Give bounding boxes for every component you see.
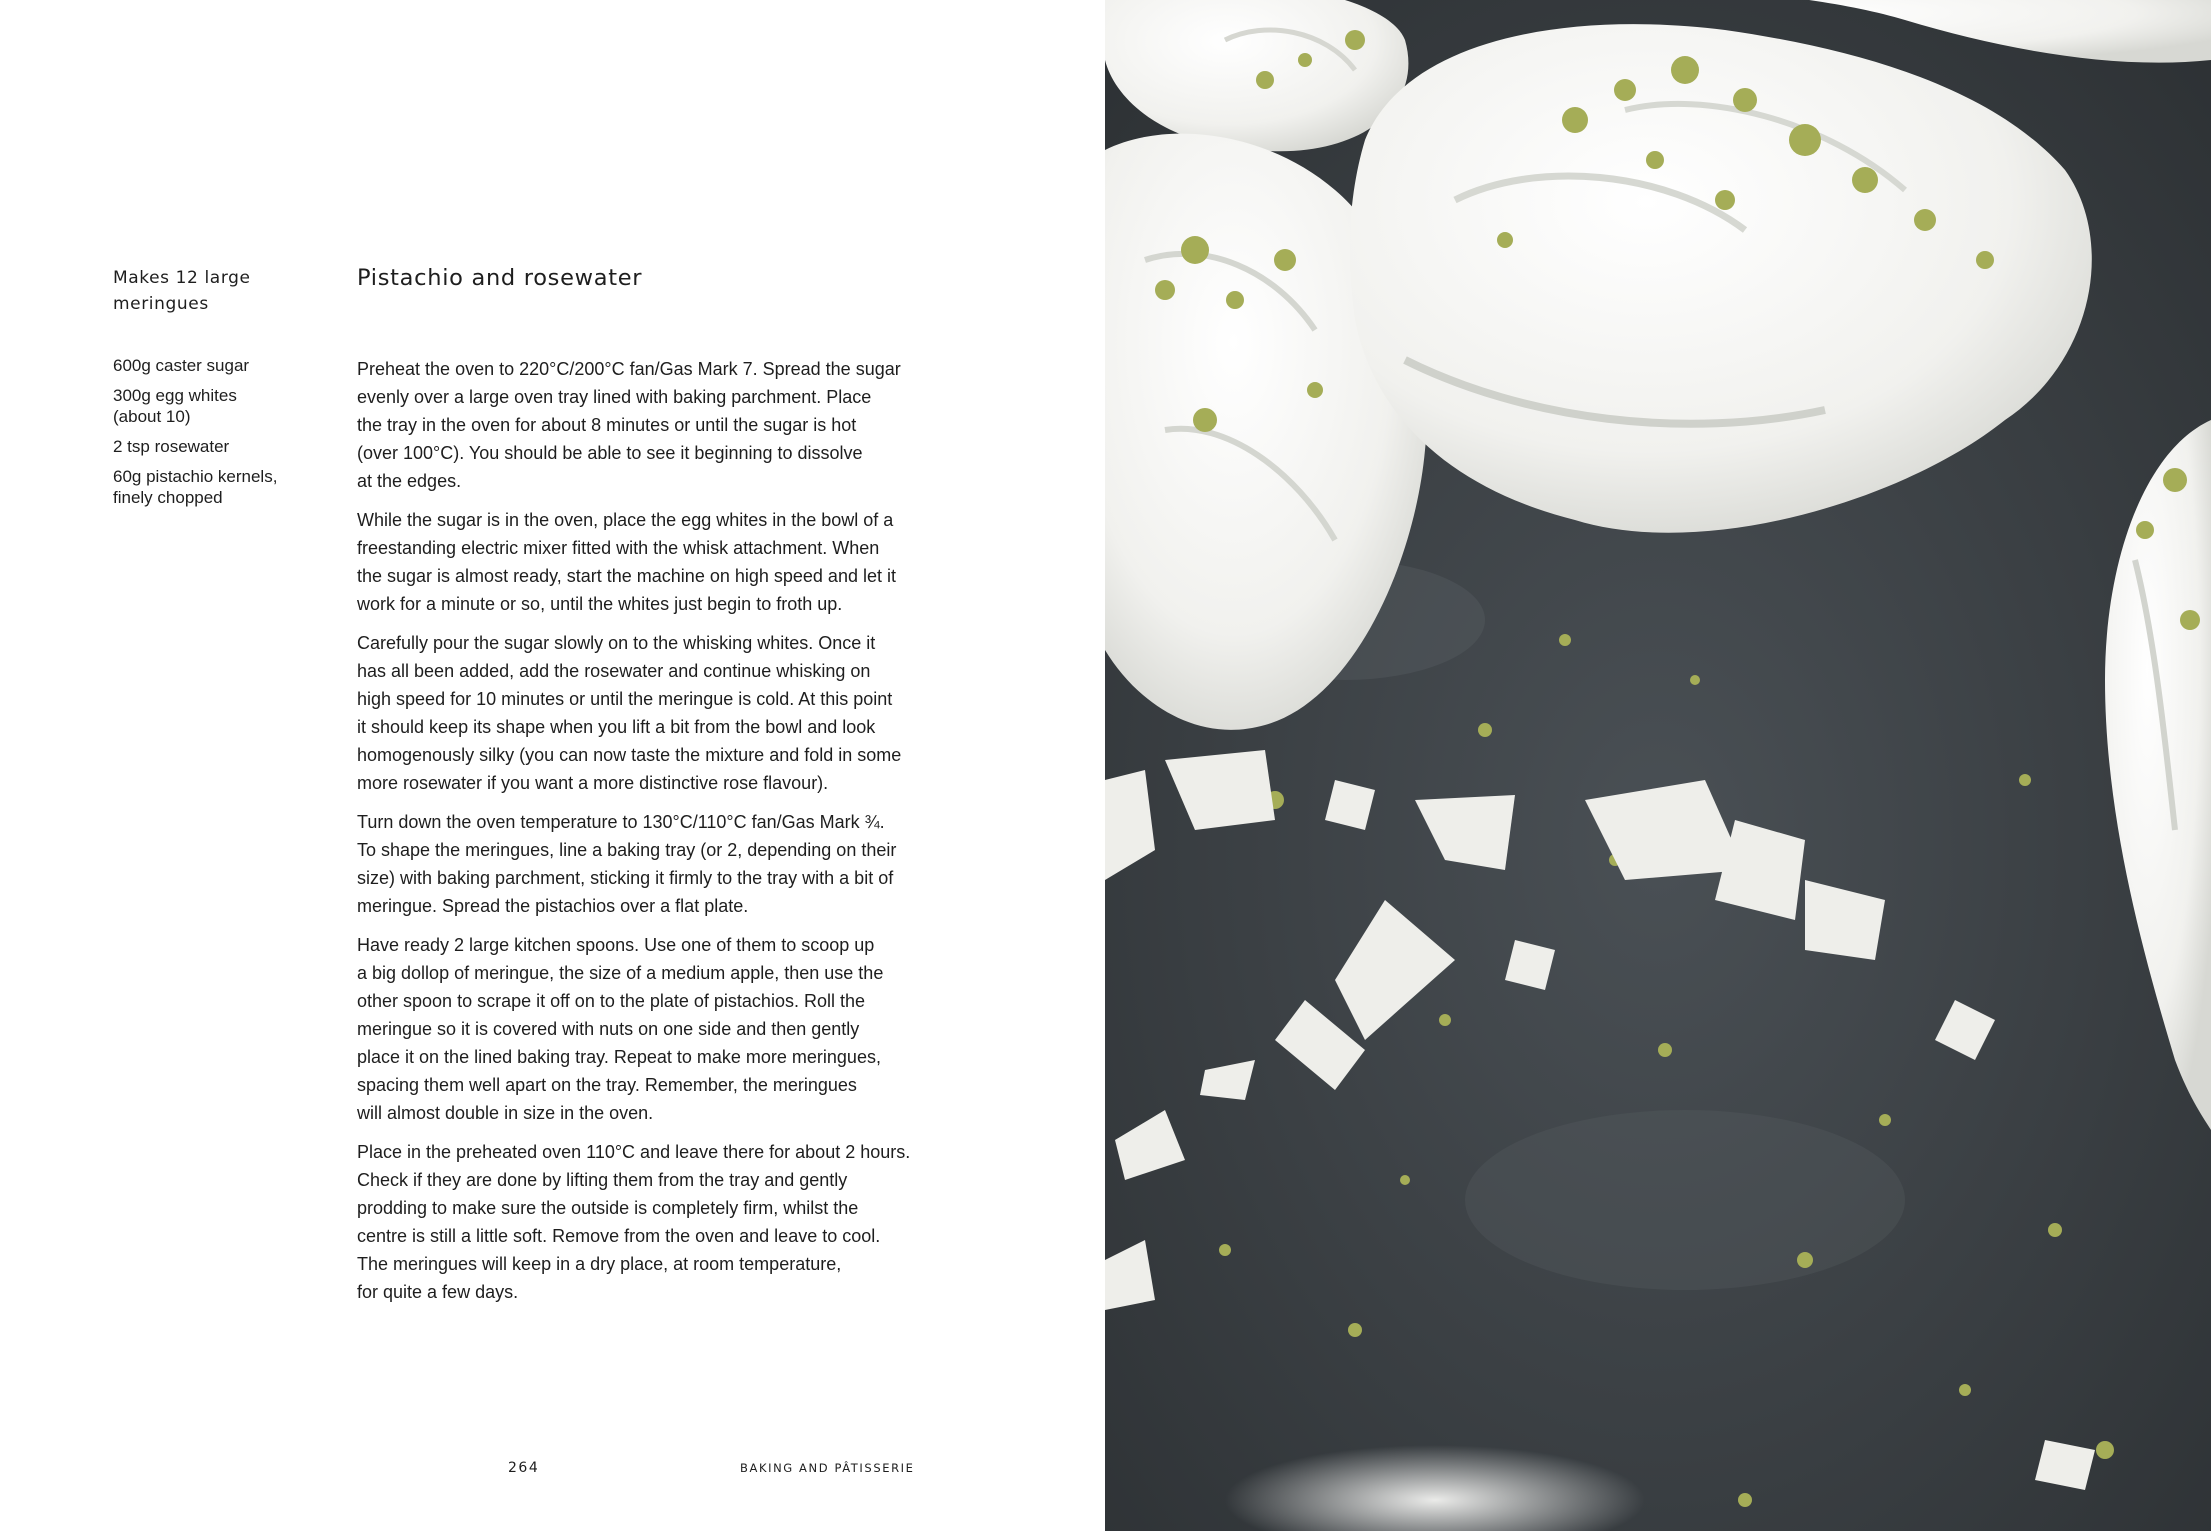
method-line: The meringues will keep in a dry place, at room temperature, [357,1254,842,1274]
method-line: will almost double in size in the oven. [357,1103,654,1123]
ingredient-line: 600g caster sugar [113,356,250,375]
method-line: evenly over a large oven tray lined with baking parchment. Place [357,387,872,407]
method-line: While the sugar is in the oven, place the egg whites in the bowl of a [357,510,894,530]
ingredient-item [113,355,328,376]
method-line: meringue so it is covered with nuts on one side and then gently [357,1019,860,1039]
method-line: has all been added, add the rosewater and continue whisking on [357,661,871,681]
method-line: spacing them well apart on the tray. Remember, the meringues [357,1075,857,1095]
method-line: homogenously silky (you can now taste the mixture and fold in some [357,745,902,765]
ingredient-line: (about 10) [113,407,191,426]
method-line: the tray in the oven for about 8 minutes or until the sugar is hot [357,415,857,435]
method-line: high speed for 10 minutes or until the meringue is cold. At this point [357,689,893,709]
ingredient-item [113,466,328,508]
recipe-yield [113,265,313,317]
method-paragraph [357,629,947,797]
recipe-page [0,0,1105,1531]
recipe-yield-line: Makes 12 large [113,268,251,288]
method-line: freestanding electric mixer fitted with the whisk attachment. When [357,538,880,558]
method-line: meringue. Spread the pistachios over a flat plate. [357,896,749,916]
recipe-title: Pistachio and rosewater [357,265,643,291]
page-number: 264 [508,1460,540,1476]
ingredient-line: 2 tsp rosewater [113,437,230,456]
ingredient-line: 300g egg whites [113,386,237,405]
method-line: prodding to make sure the outside is completely firm, whilst the [357,1198,859,1218]
method-paragraph [357,355,947,495]
method-line: Check if they are done by lifting them from the tray and gently [357,1170,848,1190]
method-paragraph [357,808,947,920]
method-line: the sugar is almost ready, start the machine on high speed and let it [357,566,896,586]
method-line: a big dollop of meringue, the size of a medium apple, then use the [357,963,884,983]
method-line: for quite a few days. [357,1282,519,1302]
method-paragraph [357,1138,947,1306]
method-line: at the edges. [357,471,462,491]
method-text [357,355,947,1317]
running-head-section: BAKING AND PÂTISSERIE [740,1461,915,1475]
method-line: place it on the lined baking tray. Repeat to make more meringues, [357,1047,881,1067]
method-line: work for a minute or so, until the whites just begin to froth up. [357,594,843,614]
method-line: other spoon to scrape it off on to the plate of pistachios. Roll the [357,991,865,1011]
powdered-sugar-patch [1465,1110,1905,1290]
method-line: Turn down the oven temperature to 130°C/110°C fan/Gas Mark ¾. [357,812,885,832]
ingredient-list [113,355,328,517]
method-line: Carefully pour the sugar slowly on to the whisking whites. Once it [357,633,876,653]
method-paragraph [357,506,947,618]
method-paragraph [357,931,947,1127]
method-line: size) with baking parchment, sticking it firmly to the tray with a bit of [357,868,894,888]
method-line: Have ready 2 large kitchen spoons. Use one of them to scoop up [357,935,875,955]
method-line: centre is still a little soft. Remove from the oven and leave to cool. [357,1226,881,1246]
ingredient-item [113,385,328,427]
method-line: (over 100°C). You should be able to see it beginning to dissolve [357,443,863,463]
meringue-photo [1105,0,2211,1531]
recipe-yield-line: meringues [113,294,209,314]
ingredient-item [113,436,328,457]
ingredient-line: finely chopped [113,488,223,507]
method-line: Preheat the oven to 220°C/200°C fan/Gas Mark 7. Spread the sugar [357,359,901,379]
method-line: it should keep its shape when you lift a bit from the bowl and look [357,717,876,737]
ingredient-line: 60g pistachio kernels, [113,467,278,486]
method-line: more rosewater if you want a more distinctive rose flavour). [357,773,829,793]
method-line: To shape the meringues, line a baking tray (or 2, depending on their [357,840,897,860]
method-line: Place in the preheated oven 110°C and leave there for about 2 hours. [357,1142,911,1162]
